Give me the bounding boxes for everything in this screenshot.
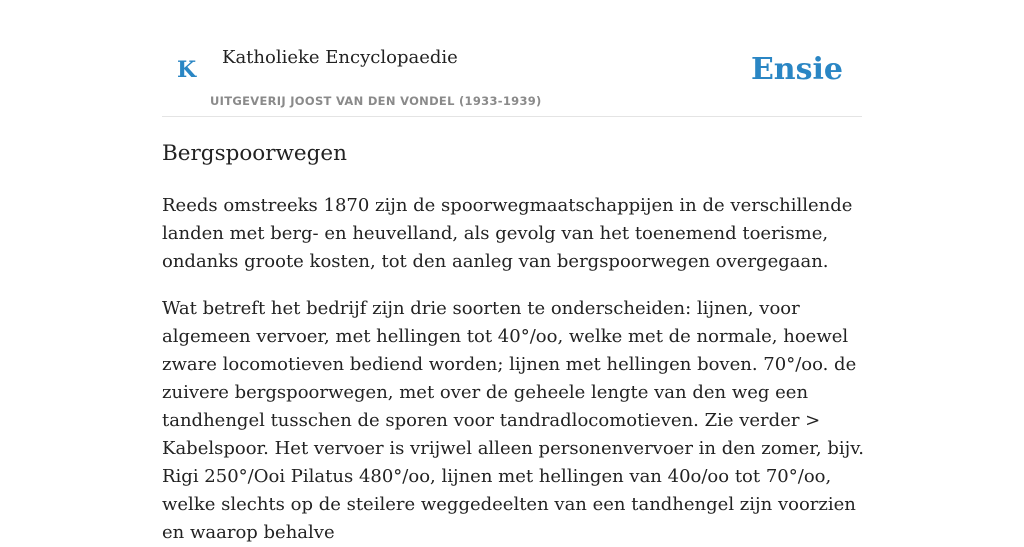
site-logo[interactable]: K: [177, 57, 197, 83]
brand-logo[interactable]: Ensie: [750, 52, 843, 87]
article: [162, 138, 864, 547]
article-title: Bergspoorwegen: [162, 141, 347, 166]
site-header: [162, 0, 862, 117]
article-paragraph: Reeds omstreeks 1870 zijn de spoorwegmaatschappijen in de verschillende landen met berg- en heuvelland, als gevolg van het toenemend toerisme, ondanks groote kosten, tot den aanleg van bergspoorwegen overgegaan.: [162, 195, 853, 272]
site-title[interactable]: Katholieke Encyclopaedie: [222, 47, 458, 68]
article-paragraph: Wat betreft het bedrijf zijn drie soorten te onderscheiden: lijnen, voor algemeen vervoer, met hellingen tot 40°/oo, welke met de normale, hoewel zware locomotieven bediend worden; lijnen met hellingen boven. 70°/oo. de zuivere bergspoorwegen, met over de geheele lengte van den weg een tandhengel tusschen de sporen voor tandradlocomotieven. Zie verder > Kabelspoor. Het vervoer is vrijwel alleen personenvervoer in den zomer, bijv. Rigi 250°/Ooi Pilatus 480°/oo, lijnen met hellingen van 40o/oo tot 70°/oo, welke slechts op de steilere weggedeelten van een tandhengel zijn voorzien en waarop behalve: [162, 298, 864, 543]
publisher-subtitle: UITGEVERIJ JOOST VAN DEN VONDEL (1933-1939): [210, 94, 542, 108]
